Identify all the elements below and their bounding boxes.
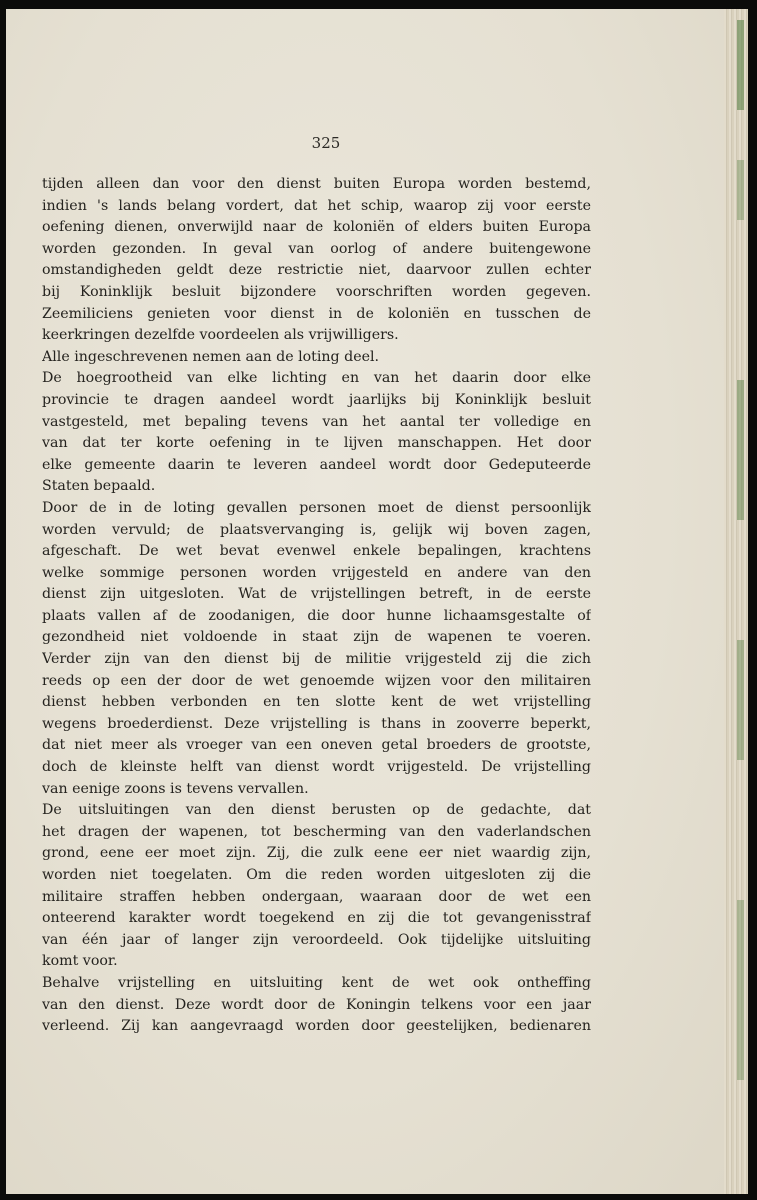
text-line: De uitsluitingen van den dienst berusten op de gedachte, dat xyxy=(42,802,591,819)
page-number: 325 xyxy=(311,134,341,152)
text-line: van eenige zoons is tevens vervallen. xyxy=(42,780,309,797)
text-line: doch de kleinste helft van dienst wordt vrijgesteld. De vrijstelling xyxy=(42,759,591,776)
text-line: keerkringen dezelfde voordeelen als vrijwilligers. xyxy=(42,327,399,344)
edge-stain xyxy=(737,20,744,110)
text-line: wegens broederdienst. Deze vrijstelling is thans in zooverre beperkt, xyxy=(42,715,591,732)
text-line: provincie te dragen aandeel wordt jaarlijks bij Koninklijk besluit xyxy=(42,391,591,408)
text-line: onteerend karakter wordt toegekend en zij die tot gevangenisstraf xyxy=(42,910,591,927)
text-line: worden vervuld; de plaatsvervanging is, gelijk wij boven zagen, xyxy=(42,521,591,538)
text-line: verleend. Zij kan aangevraagd worden door geestelijken, bedienaren xyxy=(42,1018,591,1035)
edge-stain xyxy=(737,900,744,1080)
text-line: worden gezonden. In geval van oorlog of andere buitengewone xyxy=(42,240,591,257)
text-line: De hoegrootheid van elke lichting en van het daarin door elke xyxy=(42,370,591,387)
text-line: van den dienst. Deze wordt door de Koningin telkens voor een jaar xyxy=(42,996,591,1013)
text-line: indien 's lands belang vordert, dat het schip, waarop zij voor eerste xyxy=(42,197,591,214)
text-line: omstandigheden geldt deze restrictie niet, daarvoor zullen echter xyxy=(42,262,591,279)
text-line: Alle ingeschrevenen nemen aan de loting deel. xyxy=(42,348,380,365)
text-line: welke sommige personen worden vrijgesteld en andere van den xyxy=(42,564,591,581)
page-paper xyxy=(6,9,724,1194)
text-line: militaire straffen hebben ondergaan, waaraan door de wet een xyxy=(42,888,591,905)
text-line: Zeemiliciens genieten voor dienst in de koloniën en tusschen de xyxy=(42,305,591,322)
text-line: reeds op een der door de wet genoemde wijzen voor den militairen xyxy=(42,672,591,689)
text-line: worden niet toegelaten. Om die reden worden uitgesloten zij die xyxy=(42,867,591,883)
text-line: gezondheid niet voldoende in staat zijn de wapenen te voeren. xyxy=(42,629,591,646)
text-line: Door de in de loting gevallen personen moet de dienst persoonlijk xyxy=(42,499,591,516)
text-line: grond, eene eer moet zijn. Zij, die zulk eene eer niet waardig zijn, xyxy=(42,845,591,862)
text-line: komt voor. xyxy=(42,953,118,970)
body-text xyxy=(42,174,591,1038)
edge-stain xyxy=(737,640,744,760)
text-line: Verder zijn van den dienst bij de militie vrijgesteld zij die zich xyxy=(42,651,591,668)
text-line: het dragen der wapenen, tot bescherming van den vaderlandschen xyxy=(42,823,591,840)
text-line: dienst hebben verbonden en ten slotte kent de wet vrijstelling xyxy=(42,694,591,711)
text-line: Staten bepaald. xyxy=(42,478,156,495)
text-line: vastgesteld, met bepaling tevens van het aantal ter volledige en xyxy=(42,413,591,430)
page-edges xyxy=(724,9,748,1194)
text-line: oefening dienen, onverwijld naar de koloniën of elders buiten Europa xyxy=(42,219,591,236)
text-line: van één jaar of langer zijn veroordeeld. Ook tijdelijke uitsluiting xyxy=(42,931,591,948)
text-line: dienst zijn uitgesloten. Wat de vrijstellingen betreft, in de eerste xyxy=(42,586,591,603)
text-line: bij Koninklijk besluit bijzondere voorschriften worden gegeven. xyxy=(42,283,591,300)
text-line: plaats vallen af de zoodanigen, die door hunne lichaamsgestalte of xyxy=(42,607,591,624)
text-line: dat niet meer als vroeger van een oneven getal broeders de grootste, xyxy=(42,737,591,754)
text-line: Behalve vrijstelling en uitsluiting kent de wet ook ontheffing xyxy=(42,974,591,991)
text-line: tijden alleen dan voor den dienst buiten Europa worden bestemd, xyxy=(42,176,591,192)
edge-stain xyxy=(737,380,744,520)
text-line: elke gemeente daarin te leveren aandeel wordt door Gedeputeerde xyxy=(42,456,591,473)
text-line: afgeschaft. De wet bevat evenwel enkele bepalingen, krachtens xyxy=(42,543,591,560)
edge-stain xyxy=(737,160,744,220)
text-line: van dat ter korte oefening in te lijven manschappen. Het door xyxy=(42,435,591,452)
